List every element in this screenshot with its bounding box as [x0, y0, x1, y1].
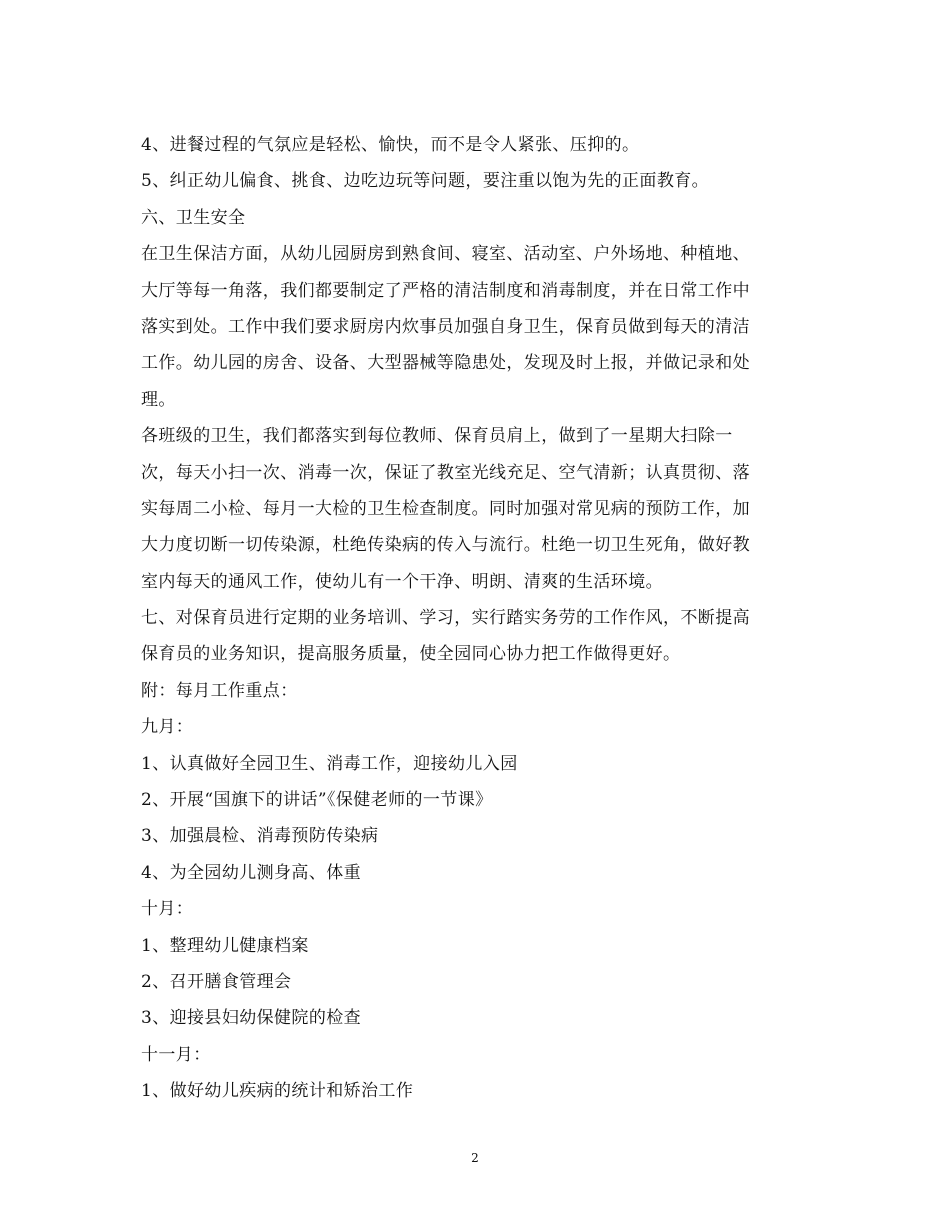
month-heading: 十月：: [141, 899, 194, 920]
text-line: 理。: [141, 389, 176, 410]
text-line: 落实到处。工作中我们要求厨房内炊事员加强自身卫生，保育员做到每天的清洁: [141, 316, 750, 337]
text-line: 次，每天小扫一次、消毒一次，保证了教室光线充足、空气清新；认真贯彻、落: [141, 462, 750, 483]
text-line: 各班级的卫生，我们都落实到每位教师、保育员肩上，做到了一星期大扫除一: [141, 426, 733, 447]
text-line: 实每周二小检、每月一大检的卫生检查制度。同时加强对常见病的预防工作，加: [141, 498, 750, 519]
list-item: 1、认真做好全园卫生、消毒工作，迎接幼儿入园: [141, 753, 518, 774]
text-line: 4、进餐过程的气氛应是轻松、愉快，而不是令人紧张、压抑的。: [141, 135, 640, 155]
list-item: 1、整理幼儿健康档案: [141, 935, 309, 956]
month-heading: 九月：: [141, 717, 194, 738]
document-body: [141, 127, 811, 1110]
text-line: 室内每天的通风工作，使幼儿有一个干净、明朗、清爽的生活环境。: [141, 571, 663, 592]
text-line: 大厅等每一角落，我们都要制定了严格的清洁制度和消毒制度，并在日常工作中: [141, 280, 750, 301]
text-line: 大力度切断一切传染源，杜绝传染病的传入与流行。杜绝一切卫生死角，做好教: [141, 535, 750, 556]
list-item: 2、开展“国旗下的讲话”《保健老师的一节课》: [141, 790, 493, 811]
list-item: 3、迎接县妇幼保健院的检查: [141, 1008, 362, 1029]
list-item: 3、加强晨检、消毒预防传染病: [141, 826, 379, 847]
section-heading: 六、卫生安全: [141, 207, 246, 228]
text-line: 5、纠正幼儿偏食、挑食、边吃边玩等问题，要注重以饱为先的正面教育。: [141, 171, 710, 192]
text-line: 七、对保育员进行定期的业务培训、学习，实行踏实务劳的工作作风，不断提高: [141, 608, 750, 629]
list-item: 2、召开膳食管理会: [141, 971, 292, 992]
text-line: 保育员的业务知识，提高服务质量，使全园同心协力把工作做得更好。: [141, 644, 681, 665]
list-item: 4、为全园幼儿测身高、体重: [141, 862, 362, 883]
month-heading: 十一月：: [141, 1044, 211, 1065]
list-item: 1、做好幼儿疾病的统计和矫治工作: [141, 1081, 414, 1102]
page-number: 2: [471, 1151, 479, 1165]
text-line: 工作。幼儿园的房舍、设备、大型器械等隐患处，发现及时上报，并做记录和处: [141, 353, 750, 374]
section-heading: 附：每月工作重点：: [141, 680, 298, 701]
text-line: 在卫生保洁方面，从幼儿园厨房到熟食间、寝室、活动室、户外场地、种植地、: [141, 244, 750, 265]
